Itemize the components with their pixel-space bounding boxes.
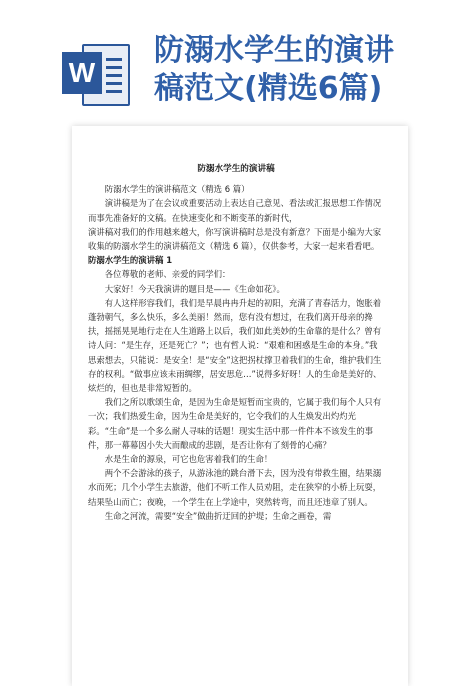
document-page xyxy=(72,126,408,686)
document-paragraph: 水是生命的源泉，可它也危害着我们的生命！ xyxy=(104,454,273,465)
word-logo-icon xyxy=(62,38,128,108)
document-paragraph: 演讲稿对我们的作用越来越大，你写演讲稿时总是没有新意？下面是小编为大家收集的防溺水学生的演讲稿范文（精选 6 篇），仅供参考，大家一起来看看吧。 xyxy=(88,226,382,252)
document-paragraph: 各位尊敬的老师、亲爱的同学们： xyxy=(104,269,231,280)
paragraph-list xyxy=(88,182,384,523)
document-paragraph: 演讲稿是为了在会议或重要活动上表达自己意见、看法或汇报思想工作情况而事先准备好的文稿。在快速变化和不断变革的新时代， xyxy=(88,198,382,223)
word-badge: W xyxy=(62,52,102,94)
document-paragraph: 防溺水学生的演讲稿范文（精选 6 篇） xyxy=(104,184,250,195)
document-paragraph: 防溺水学生的演讲稿 1 xyxy=(88,255,173,266)
document-paragraph: 大家好！今天我演讲的题目是——《生命如花》。 xyxy=(104,283,285,294)
title-line-2: 稿范文(精选6篇) xyxy=(154,71,383,106)
document-body xyxy=(88,162,384,523)
page-title xyxy=(154,32,466,108)
document-paragraph: 我们之所以歌颂生命，是因为生命是短暂而宝贵的，它属于我们每个人只有一次；我们热爱生命，因为生命是美好的，它令我们的人生焕发出灼灼光彩。“生命”是一个多么耐人寻味的话题！现实生活中那一件件本不该发生的事件，那一幕幕因小失大而酿成的悲剧，是否让你有了刻骨的心痛？ xyxy=(88,397,382,450)
document-title: 防溺水学生的演讲稿 xyxy=(197,164,275,174)
header-banner xyxy=(0,0,474,128)
document-paragraph: 生命之河流，需要“安全”做曲折迂回的护堤；生命之画卷，需 xyxy=(104,510,332,521)
document-paragraph: 两个不会游泳的孩子，从游泳池的跳台滑下去，因为没有带救生圈，结果溺水而死；几个小学生去旅游，他们不听工作人员劝阻，走在狭窄的小桥上玩耍，结果坠山而亡；夜晚，一个学生在上学途中，突然转弯，而且还违章了别人。 xyxy=(88,468,382,507)
title-line-1: 防溺水学生的演讲 xyxy=(154,33,394,68)
document-paragraph: 有人这样形容我们，我们是早晨冉冉升起的初阳，充满了青春活力，饱胀着蓬勃朝气，多么快乐，多么美丽！然而，您有没有想过，在我们离开母亲的搀扶，摇摇晃晃地行走在人生道路上以后，我们如此美妙的生命靠的是什么？曾有诗人问：“是生存，还是死亡？”；也有哲人说：“艰难和困惑是生命的本身。”我思索想去，只能说：是安全！是“安全”这把拐杖撑卫着我们的生命，维护我们生存的权利。“做事应该未雨绸缪，居安思危…”说得多好呀！人的生命是美好的、炫烂的，但也是非常短暂的。 xyxy=(88,297,382,394)
